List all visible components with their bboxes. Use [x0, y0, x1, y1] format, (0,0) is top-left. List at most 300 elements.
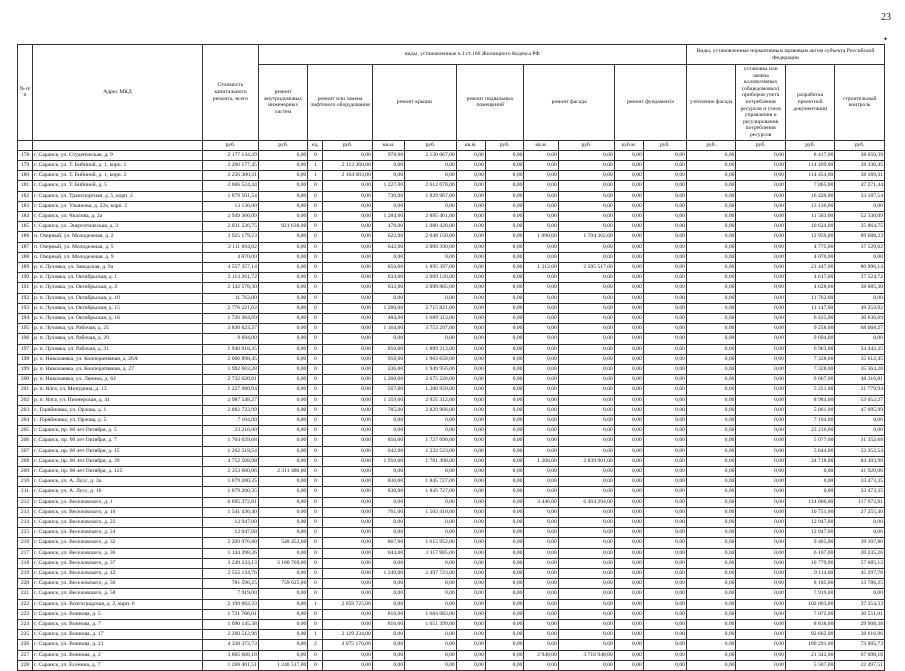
row-value-cell: 0,00	[643, 599, 686, 609]
row-value-cell: 0,00	[643, 191, 686, 201]
row-value-cell: 0,00	[686, 283, 735, 293]
unit-cell: кв.м.	[372, 140, 404, 150]
row-value-cell: 0,00	[524, 609, 558, 619]
row-value-cell: 1 690 145,38	[202, 620, 258, 630]
row-value-cell: 27 255,40	[835, 507, 885, 517]
row-value-cell: 0	[308, 273, 323, 283]
row-value-cell: 0,00	[485, 446, 524, 456]
row-value-cell: 2 552 134,76	[202, 569, 258, 579]
row-value-cell: 102 003,00	[785, 599, 834, 609]
row-value-cell: 0,00	[686, 293, 735, 303]
row-number: 201	[18, 385, 33, 395]
row-value-cell: 0,00	[643, 181, 686, 191]
row-value-cell: 0,00	[323, 375, 372, 385]
row-value-cell: 0,00	[258, 354, 307, 364]
row-value-cell: 0,00	[686, 181, 735, 191]
row-value-cell: 0,00	[258, 395, 307, 405]
row-value-cell: 761,00	[372, 507, 404, 517]
row-value-cell: 0,00	[614, 375, 643, 385]
row-value-cell: 0,00	[524, 507, 558, 517]
row-value-cell: 0,00	[736, 222, 785, 232]
row-value-cell: 0,00	[736, 497, 785, 507]
row-value-cell: 2 987 548,27	[202, 395, 258, 405]
row-value-cell: 0,00	[405, 334, 457, 344]
row-number: 191	[18, 283, 33, 293]
row-value-cell: 0,00	[643, 640, 686, 650]
row-value-cell: 0,00	[686, 660, 735, 670]
row-value-cell: 0,00	[686, 446, 735, 456]
row-value-cell: 0,00	[643, 303, 686, 313]
row-value-cell: 0,00	[323, 385, 372, 395]
row-value-cell: 0,00	[643, 293, 686, 303]
header-group-housing-code: виды, установленные ч.1 ст.166 Жилищного Кодекса РФ	[258, 45, 686, 65]
unit-cell: куб.м.	[614, 140, 643, 150]
row-value-cell: 0,00	[686, 222, 735, 232]
row-value-cell: 0,00	[323, 150, 372, 160]
row-value-cell: 0,00	[558, 548, 614, 558]
row-value-cell: 7 104,00	[785, 416, 834, 426]
row-value-cell: 0,00	[686, 211, 735, 221]
row-value-cell: 0	[308, 283, 323, 293]
row-value-cell: 0,00	[686, 334, 735, 344]
row-value-cell: 0,00	[736, 242, 785, 252]
row-value-cell: 0,00	[524, 150, 558, 160]
row-value-cell: 816,00	[372, 609, 404, 619]
row-value-cell: 0,00	[558, 395, 614, 405]
row-value-cell: 0,00	[686, 375, 735, 385]
row-address: г. Саранск, ул. Веселовского, д. 42	[33, 569, 203, 579]
row-value-cell: 0,00	[643, 620, 686, 630]
row-value-cell: 0,00	[258, 334, 307, 344]
row-number: 182	[18, 191, 33, 201]
row-value-cell: 0,00	[485, 365, 524, 375]
row-value-cell: 67 098,18	[835, 650, 885, 660]
row-value-cell: 0,00	[485, 558, 524, 568]
row-value-cell: 0,00	[614, 395, 643, 405]
row-value-cell: 0,00	[686, 191, 735, 201]
row-value-cell: 0,00	[785, 487, 834, 497]
row-value-cell: 0	[308, 222, 323, 232]
row-value-cell: 0,00	[456, 609, 485, 619]
unit-cell: руб.	[405, 140, 457, 150]
row-value-cell: 0,00	[456, 528, 485, 538]
row-value-cell: 11 762,00	[785, 293, 834, 303]
row-value-cell: 2 715 821,00	[405, 303, 457, 313]
row-value-cell: 0,00	[485, 518, 524, 528]
row-value-cell: 0,00	[614, 191, 643, 201]
row-value-cell: 2 497 723,00	[405, 569, 457, 579]
row-number: 214	[18, 518, 33, 528]
row-value-cell: 0,00	[558, 191, 614, 201]
row-value-cell: 3 753 297,00	[405, 324, 457, 334]
row-value-cell: 0,00	[323, 201, 372, 211]
row-value-cell: 0,00	[258, 160, 307, 170]
row-value-cell: 0,00	[485, 507, 524, 517]
row-value-cell: 0,00	[558, 150, 614, 160]
row-value-cell: 0,00	[614, 558, 643, 568]
row-value-cell: 0,00	[736, 589, 785, 599]
row-value-cell: 2 666 524,44	[202, 181, 258, 191]
unit-cell: кв.м.	[524, 140, 558, 150]
row-value-cell: 0,00	[323, 262, 372, 272]
row-value-cell: 0,00	[405, 416, 457, 426]
row-value-cell: 0,00	[323, 191, 372, 201]
row-value-cell: 0,00	[686, 273, 735, 283]
row-value-cell: 2 199 082,33	[202, 599, 258, 609]
header-internal-eng: ремонт внутридомовых инженерных систем	[258, 65, 307, 141]
row-value-cell: 856,00	[372, 344, 404, 354]
row-value-cell: 0,00	[558, 426, 614, 436]
row-value-cell: 0,00	[558, 589, 614, 599]
row-value-cell: 0,00	[736, 456, 785, 466]
row-value-cell: 0,00	[524, 395, 558, 405]
row-value-cell: 0,00	[323, 303, 372, 313]
table-row	[18, 242, 885, 252]
row-value-cell: 0,00	[456, 660, 485, 670]
row-value-cell: 0,00	[485, 650, 524, 660]
row-value-cell: 0,00	[258, 507, 307, 517]
row-value-cell: 0,00	[736, 252, 785, 262]
row-value-cell: 0,00	[643, 150, 686, 160]
row-value-cell: 0,00	[456, 201, 485, 211]
row-value-cell: 622,00	[372, 232, 404, 242]
row-number: 196	[18, 334, 33, 344]
table-row	[18, 640, 885, 650]
row-value-cell: 0,00	[643, 334, 686, 344]
row-value-cell: 1 829 967,00	[405, 191, 457, 201]
row-value-cell: 0,00	[614, 538, 643, 548]
table-row	[18, 497, 885, 507]
row-address: р. п. Луховка, ул. Октябрьская, д. 2	[33, 283, 203, 293]
row-value-cell: 0,00	[456, 640, 485, 650]
row-value-cell: 0,00	[323, 436, 372, 446]
row-value-cell: 2 031 226,75	[202, 222, 258, 232]
row-value-cell: 0,00	[643, 273, 686, 283]
row-value-cell: 1 280,00	[372, 303, 404, 313]
row-value-cell: 0	[308, 538, 323, 548]
row-address: р. п. Луховка, ул. Октябрьская, д. 16	[33, 313, 203, 323]
row-value-cell: 0,00	[456, 365, 485, 375]
row-value-cell: 0,00	[524, 375, 558, 385]
row-value-cell: 0,00	[614, 456, 643, 466]
row-number: 222	[18, 599, 33, 609]
row-value-cell: 0,00	[686, 609, 735, 619]
row-address: с. Горяйновка, ул. Орлова, д. 5	[33, 416, 203, 426]
row-value-cell: 0,00	[835, 201, 885, 211]
row-value-cell: 0,00	[323, 497, 372, 507]
row-value-cell: 0,00	[405, 589, 457, 599]
row-value-cell: 0	[308, 548, 323, 558]
row-value-cell: 978,00	[372, 150, 404, 160]
row-value-cell: 0,00	[258, 487, 307, 497]
row-value-cell: 0,00	[258, 477, 307, 487]
row-value-cell: 0,00	[258, 232, 307, 242]
row-value-cell: 0,00	[524, 426, 558, 436]
row-value-cell: 0,00	[686, 630, 735, 640]
row-value-cell: 0,00	[558, 252, 614, 262]
row-value-cell: 0,00	[485, 385, 524, 395]
row-value-cell: 2 885 461,00	[405, 211, 457, 221]
row-value-cell: 0,00	[736, 416, 785, 426]
table-row	[18, 395, 885, 405]
row-value-cell: 0,00	[405, 579, 457, 589]
row-value-cell: 956,00	[372, 354, 404, 364]
table-row	[18, 579, 885, 589]
row-value-cell: 4 070,00	[785, 252, 834, 262]
row-number: 185	[18, 222, 33, 232]
row-value-cell: 0	[308, 334, 323, 344]
row-value-cell: 39 167,80	[835, 538, 885, 548]
row-value-cell: 0,00	[323, 528, 372, 538]
row-value-cell: 0,00	[643, 262, 686, 272]
row-value-cell: 0,00	[456, 242, 485, 252]
row-value-cell: 1 879 200,35	[202, 477, 258, 487]
unit-cell: руб.	[643, 140, 686, 150]
row-value-cell: 0,00	[258, 640, 307, 650]
row-value-cell: 0,00	[643, 548, 686, 558]
table-row	[18, 609, 885, 619]
row-value-cell: 0,00	[614, 446, 643, 456]
row-value-cell: 0,00	[524, 446, 558, 456]
row-value-cell: 0,00	[785, 477, 834, 487]
row-value-cell: 0,00	[456, 324, 485, 334]
row-value-cell: 0,00	[643, 558, 686, 568]
row-value-cell: 0,00	[323, 569, 372, 579]
row-value-cell: 0,00	[686, 497, 735, 507]
row-value-cell: 0,00	[643, 630, 686, 640]
row-address: р. п. Николаевка, ул. Кооперативная, д. 27	[33, 365, 203, 375]
row-value-cell: 0,00	[643, 405, 686, 415]
row-value-cell: 0,00	[258, 528, 307, 538]
table-row	[18, 324, 885, 334]
row-value-cell: 0,00	[258, 569, 307, 579]
row-value-cell: 5 644,00	[785, 446, 834, 456]
row-address: г. Саранск, ул. Воинова, д. 17	[33, 630, 203, 640]
row-value-cell: 0,00	[323, 589, 372, 599]
row-value-cell: 0,00	[643, 467, 686, 477]
row-value-cell: 0,00	[558, 477, 614, 487]
row-value-cell: 0,00	[643, 487, 686, 497]
unit-cell: руб.	[835, 140, 885, 150]
row-value-cell: 1 689 313,00	[405, 313, 457, 323]
row-value-cell: 0,00	[258, 456, 307, 466]
row-value-cell: 0,00	[736, 334, 785, 344]
row-value-cell: 0,00	[258, 150, 307, 160]
table-row	[18, 293, 885, 303]
row-value-cell: 0,00	[736, 303, 785, 313]
row-value-cell: 0,00	[736, 344, 785, 354]
row-value-cell: 0,00	[686, 569, 735, 579]
row-number: 217	[18, 548, 33, 558]
row-value-cell: 0,00	[524, 436, 558, 446]
row-value-cell: 4 557 357,14	[202, 262, 258, 272]
row-value-cell: 0,00	[372, 201, 404, 211]
row-value-cell: 1 266,00	[524, 456, 558, 466]
row-value-cell: 0,00	[614, 385, 643, 395]
row-value-cell: 484,00	[372, 313, 404, 323]
row-value-cell: 0,00	[558, 242, 614, 252]
table-row	[18, 630, 885, 640]
row-value-cell: 0,00	[686, 436, 735, 446]
row-value-cell: 0,00	[524, 660, 558, 670]
row-value-cell: 0,00	[686, 640, 735, 650]
row-value-cell: 0,00	[485, 160, 524, 170]
row-value-cell: 0,00	[614, 293, 643, 303]
row-value-cell: 68 068,27	[835, 324, 885, 334]
row-value-cell: 16 420,00	[785, 191, 834, 201]
row-value-cell: 0	[308, 528, 323, 538]
row-value-cell: 0,00	[405, 650, 457, 660]
row-number: 190	[18, 273, 33, 283]
row-value-cell: 117 072,81	[835, 497, 885, 507]
row-value-cell: 634,00	[372, 273, 404, 283]
table-row	[18, 518, 885, 528]
row-value-cell: 0	[308, 201, 323, 211]
row-value-cell: 0,00	[643, 242, 686, 252]
row-value-cell: 0,00	[643, 222, 686, 232]
row-value-cell: 0,00	[456, 405, 485, 415]
row-value-cell: 0,00	[323, 548, 372, 558]
row-value-cell: 0,00	[258, 242, 307, 252]
row-value-cell: 2 732 620,81	[202, 375, 258, 385]
row-value-cell: 0,00	[686, 405, 735, 415]
row-value-cell: 2 839 901,00	[558, 456, 614, 466]
row-value-cell: 1 240 517,00	[258, 660, 307, 670]
table-row	[18, 436, 885, 446]
row-value-cell: 49 253,02	[835, 303, 885, 313]
row-value-cell: 9 694,00	[785, 334, 834, 344]
row-value-cell: 1 541 436,40	[202, 507, 258, 517]
row-number: 228	[18, 660, 33, 670]
row-value-cell: 0,00	[524, 599, 558, 609]
row-value-cell: 0,00	[736, 436, 785, 446]
table-row	[18, 283, 885, 293]
unit-cell: руб.	[736, 140, 785, 150]
row-value-cell: 1 950,00	[372, 456, 404, 466]
row-value-cell: 3 830 623,27	[202, 324, 258, 334]
row-value-cell: 0,00	[485, 477, 524, 487]
row-value-cell: 642,00	[372, 446, 404, 456]
row-value-cell: 0,00	[323, 273, 372, 283]
row-value-cell: 3 716 948,00	[558, 650, 614, 660]
row-value-cell: 0,00	[558, 507, 614, 517]
header-group-regional: Виды, установленные нормативным правовым актом субъекта Российской Федерации	[686, 45, 884, 65]
row-value-cell: 0,00	[558, 334, 614, 344]
row-value-cell: 0,00	[485, 252, 524, 262]
row-value-cell: 7 328,00	[785, 365, 834, 375]
row-value-cell: 0,00	[456, 630, 485, 640]
row-value-cell: 0,00	[736, 569, 785, 579]
row-address: г. Саранск, ул. А. Лусс, д. 3а	[33, 477, 203, 487]
row-value-cell: 0,00	[736, 262, 785, 272]
row-address: р. п. Луховка, ул. Рабочая, д. 25	[33, 324, 203, 334]
row-value-cell: 22 497,51	[835, 660, 885, 670]
row-value-cell: 1 781 498,00	[405, 456, 457, 466]
row-value-cell: 0,00	[456, 354, 485, 364]
row-value-cell: 0,00	[323, 477, 372, 487]
table-row	[18, 171, 885, 181]
row-address: г. Саранск, ул. Веселовского, д. 32	[33, 538, 203, 548]
row-value-cell: 10 779,00	[785, 558, 834, 568]
row-number: 210	[18, 477, 33, 487]
row-value-cell: 12 947,00	[202, 518, 258, 528]
row-value-cell: 31 352,68	[835, 436, 885, 446]
row-value-cell: 2 069 120,00	[405, 273, 457, 283]
row-value-cell: 0,00	[485, 528, 524, 538]
row-value-cell: 0,00	[524, 181, 558, 191]
row-value-cell: 0	[308, 150, 323, 160]
row-value-cell: 21 779,94	[835, 385, 885, 395]
row-value-cell: 0,00	[485, 293, 524, 303]
row-value-cell: 1 144 398,26	[202, 548, 258, 558]
row-value-cell: 2 113 261,72	[202, 273, 258, 283]
row-value-cell: 11 147,00	[785, 303, 834, 313]
row-number: 200	[18, 375, 33, 385]
row-address: г. Саранск, ул. Чкалова, д. 2а	[33, 211, 203, 221]
row-value-cell: 1 949 956,00	[405, 365, 457, 375]
row-value-cell: 0,00	[686, 324, 735, 334]
row-value-cell: 38 085,30	[835, 283, 885, 293]
row-value-cell: 0	[308, 293, 323, 303]
row-value-cell: 0,00	[614, 171, 643, 181]
row-value-cell: 0,00	[524, 201, 558, 211]
row-value-cell: 5 061,00	[785, 405, 834, 415]
row-value-cell: 0,00	[558, 283, 614, 293]
row-address: г. Саранск, ул. Веселовского, д. 16	[33, 507, 203, 517]
row-value-cell: 730,00	[372, 191, 404, 201]
row-value-cell: 0,00	[524, 477, 558, 487]
row-value-cell: 0,00	[643, 232, 686, 242]
row-value-cell: 0,00	[258, 609, 307, 619]
table-row	[18, 181, 885, 191]
row-value-cell: 1 727 690,00	[405, 436, 457, 446]
row-value-cell: 0,00	[558, 344, 614, 354]
row-value-cell: 0,00	[485, 579, 524, 589]
row-value-cell: 0,00	[736, 650, 785, 660]
row-value-cell: 0,00	[405, 252, 457, 262]
row-value-cell: 0,00	[456, 385, 485, 395]
row-value-cell: 2 069 390,00	[405, 242, 457, 252]
row-value-cell: 0,00	[686, 232, 735, 242]
row-value-cell: 0,00	[485, 232, 524, 242]
row-value-cell: 1 879 200,35	[202, 487, 258, 497]
row-value-cell: 23 216,00	[785, 426, 834, 436]
row-value-cell: 0,00	[614, 416, 643, 426]
row-value-cell: 0,00	[524, 569, 558, 579]
row-value-cell: 114 454,00	[785, 171, 834, 181]
row-value-cell: 2	[308, 640, 323, 650]
row-value-cell: 0,00	[736, 191, 785, 201]
row-value-cell: 0,00	[524, 385, 558, 395]
row-value-cell: 0,00	[485, 273, 524, 283]
row-value-cell: 0,00	[485, 609, 524, 619]
row-value-cell: 0	[308, 487, 323, 497]
row-value-cell: 0,00	[372, 293, 404, 303]
table-row	[18, 558, 885, 568]
row-value-cell: 0,00	[524, 558, 558, 568]
row-address: г. Саранск, ул. Воинова, д. 2	[33, 650, 203, 660]
row-value-cell: 0,00	[558, 538, 614, 548]
row-value-cell: 20 235,26	[835, 548, 885, 558]
row-value-cell: 0,00	[614, 477, 643, 487]
row-value-cell: 867,00	[372, 538, 404, 548]
row-value-cell: 0,00	[485, 150, 524, 160]
table-row	[18, 477, 885, 487]
row-value-cell: 0,00	[258, 599, 307, 609]
row-value-cell: 0,00	[736, 181, 785, 191]
row-value-cell: 0,00	[614, 354, 643, 364]
row-address: г. Саранск, ул. Ульянова, д. 22а, корп. 2	[33, 201, 203, 211]
